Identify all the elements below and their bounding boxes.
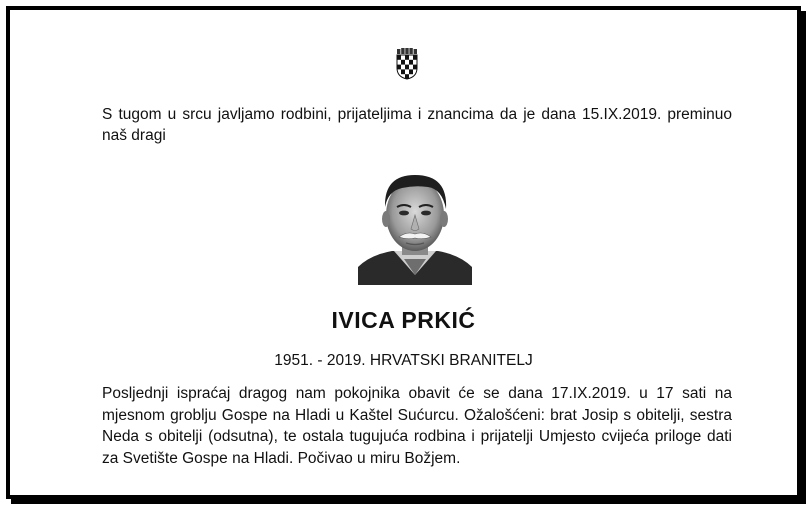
- years-line: 1951. - 2019. HRVATSKI BRANITELJ: [274, 352, 533, 369]
- funeral-details-text: Posljednji ispraćaj dragog nam pokojnika obavit će se dana 17.IX.2019. u 17 sati na mjesnom groblju Gospe na Hladi u Kaštel Sućurcu. Ožalošćeni: brat Josip s obitelji, sestra Neda s obitelji (odsutna), te ostala tugujuća rodbina i prijatelji Umjesto cvijeća priloge dati za Svetište Gospe na Hladi. Počivao u miru Božjem.: [102, 385, 732, 467]
- croatian-coat-of-arms-icon: [396, 48, 418, 80]
- deceased-portrait: [358, 163, 472, 285]
- intro-text: S tugom u srcu javljamo rodbini, prijateljima i znancima da je dana 15.IX.2019. preminuo naš dragi: [102, 106, 732, 144]
- deceased-name: IVICA PRKIĆ: [331, 307, 476, 333]
